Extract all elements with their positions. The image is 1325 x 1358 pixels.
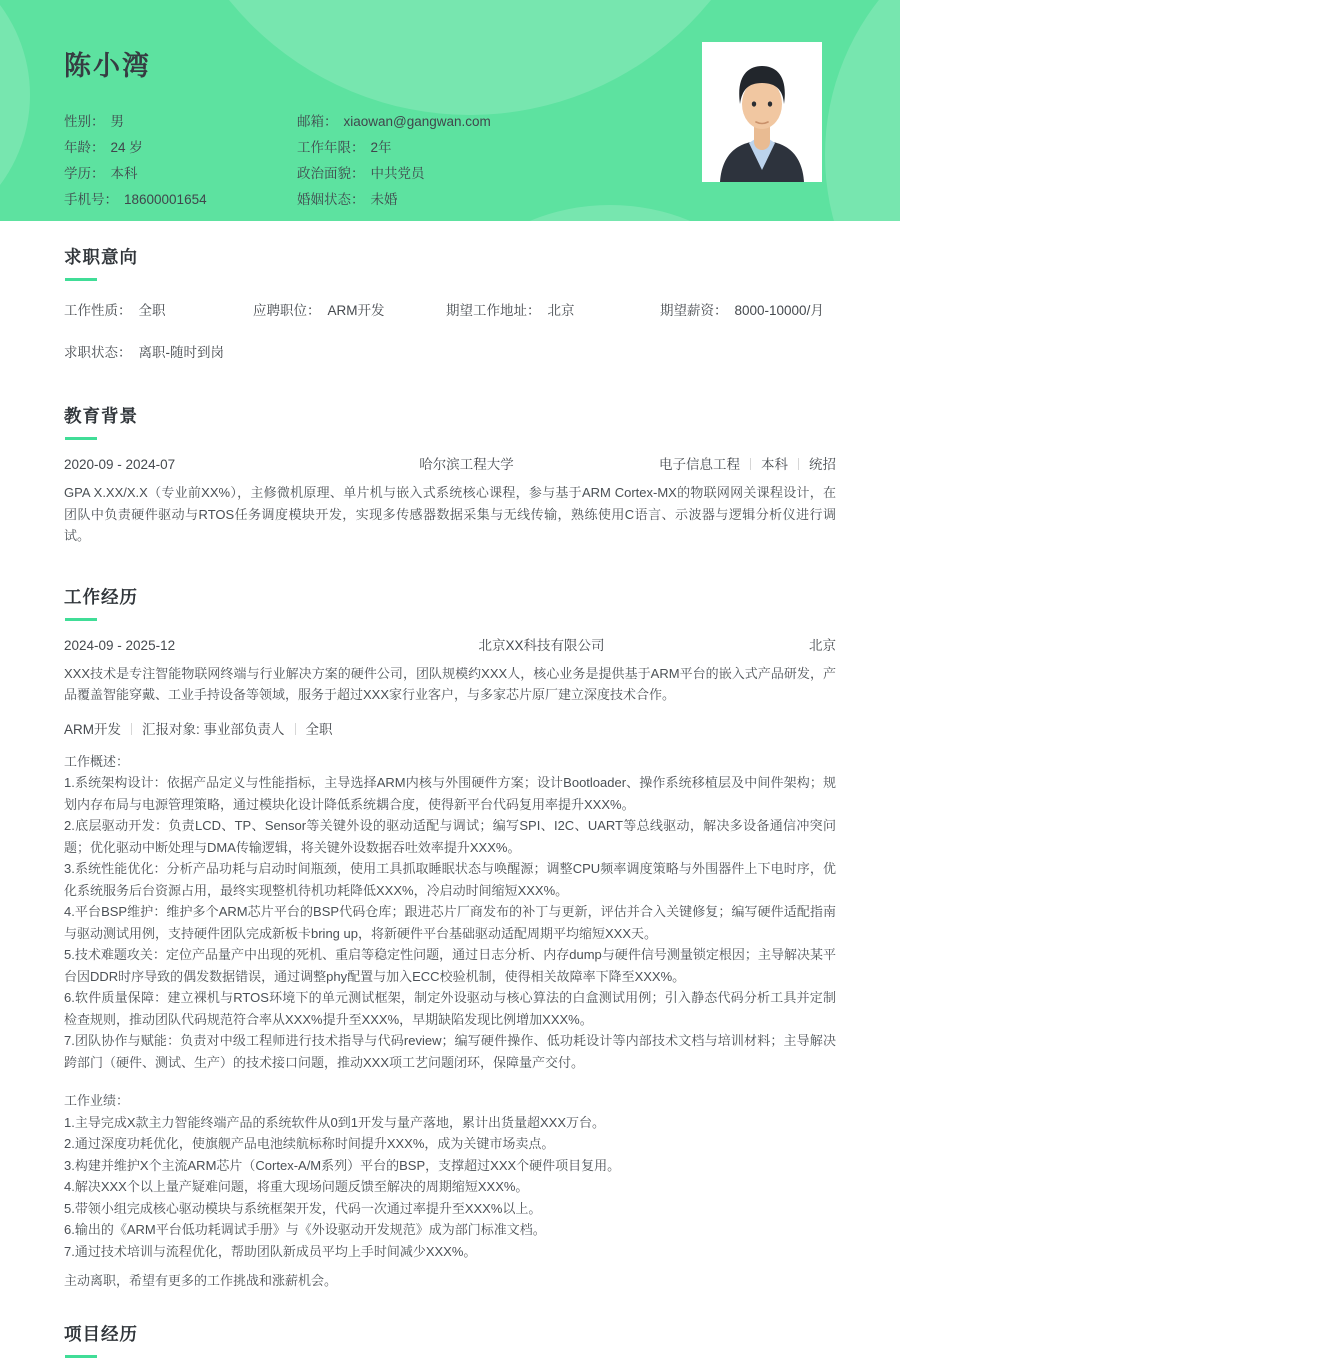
intention-field — [64, 341, 253, 361]
achievement-item: 3.构建并维护X个主流ARM芯片（Cortex-A/M系列）平台的BSP，支撑超过XXX个硬件项目复用。 — [64, 1157, 621, 1173]
section-title: 教育背景 — [64, 406, 138, 426]
overview-item: 6.软件质量保障：建立裸机与RTOS环境下的单元测试框架，制定外设驱动与核心算法的白盒测试用例；引入静态代码分析工具并定制检查规则，推动团队代码规范符合率从XXX%提升至XXX%，早期缺陷发现比例增加XXX%。 — [64, 990, 836, 1027]
field-value: 北京 — [547, 303, 575, 318]
field-value: 全职 — [138, 303, 166, 318]
personal-info-item — [64, 188, 297, 208]
info-value: 中共党员 — [370, 166, 425, 181]
info-label: 学历： — [64, 166, 105, 181]
overview-item: 4.平台BSP维护：维护多个ARM芯片平台的BSP代码仓库；跟进芯片厂商发布的补丁与更新，评估并合入关键修复；编写硬件适配指南与驱动测试用例，支持硬件团队完成新板卡bring up，将新硬件平台基础驱动适配周期平均缩短XXX天。 — [64, 904, 836, 941]
achievement-item: 4.解决XXX个以上量产疑难问题，将重大现场问题反馈至解决的周期缩短XXX%。 — [64, 1179, 529, 1194]
achievement-item: 7.通过技术培训与流程优化，帮助团队新成员平均上手时间减少XXX%。 — [64, 1243, 477, 1259]
achievement-item: 2.通过深度功耗优化，使旗舰产品电池续航标称时间提升XXX%，成为关键市场卖点。 — [64, 1136, 555, 1151]
education-row — [64, 453, 836, 473]
field-value: 8000-10000/月 — [734, 303, 824, 318]
info-value: 24 岁 — [110, 140, 143, 155]
field-value: 离职-随时到岗 — [138, 345, 224, 360]
info-value: 本科 — [110, 166, 138, 181]
title-underline — [65, 437, 97, 440]
divider — [798, 458, 799, 470]
work-meta — [64, 718, 836, 738]
achievement-heading: 工作业绩： — [64, 1093, 130, 1108]
overview-item: 5.技术难题攻关：定位产品量产中出现的死机、重启等稳定性问题，通过日志分析、内存dump与硬件信号测量锁定根因；主导解决某平台因DDR时序导致的偶发数据错误，通过调整phy配置与加入ECC校验机制，使得相关故障率下降至XXX%。 — [64, 947, 836, 984]
work-company: 北京XX科技有限公司 — [478, 637, 605, 653]
intention-field — [253, 299, 446, 319]
title-underline — [65, 1355, 97, 1358]
info-label: 性别： — [64, 114, 105, 129]
info-label: 婚姻状态： — [297, 192, 365, 207]
decor-circle — [0, 0, 30, 245]
education-enrollment: 统招 — [809, 457, 836, 472]
field-label: 求职状态： — [64, 345, 132, 360]
achievement-list — [64, 1112, 836, 1263]
intention-fields — [64, 299, 836, 361]
info-value: 男 — [110, 114, 124, 129]
intention-field — [446, 299, 660, 319]
candidate-name: 陈小湾 — [64, 51, 151, 81]
achievement-item: 1.主导完成X款主力智能终端产品的系统软件从0到1开发与量产落地，累计出货量超XXX万台。 — [64, 1114, 605, 1130]
info-value: 2年 — [370, 140, 392, 155]
work-position: ARM开发 — [64, 721, 121, 737]
personal-info-item — [64, 136, 297, 156]
info-label: 工作年限： — [297, 140, 365, 155]
section-work-experience — [64, 584, 836, 1292]
profile-photo — [702, 42, 822, 182]
work-row — [64, 634, 836, 654]
field-label: 期望工作地址： — [446, 303, 541, 318]
work-period: 2024-09 - 2025-12 — [64, 637, 176, 653]
field-label: 应聘职位： — [253, 303, 321, 318]
section-education — [64, 403, 836, 547]
info-value: xiaowan@gangwan.com — [343, 114, 491, 129]
info-label: 邮箱： — [297, 114, 338, 129]
overview-heading: 工作概述： — [64, 753, 130, 769]
education-description: GPA X.XX/X.X（专业前XX%），主修微机原理、单片机与嵌入式系统核心课程，参与基于ARM Cortex-MX的物联网网关课程设计，在团队中负责硬件驱动与RTOS任务调度模块开发，实现多传感器数据采集与无线传输，熟练使用C语言、示波器与逻辑分析仪进行调试。 — [64, 485, 836, 543]
intention-field — [660, 299, 836, 319]
info-label: 年龄： — [64, 140, 105, 155]
education-period: 2020-09 - 2024-07 — [64, 457, 176, 472]
title-underline — [65, 278, 97, 281]
overview-list — [64, 772, 836, 1073]
divider — [295, 723, 296, 735]
resume-body — [0, 244, 900, 1358]
education-meta — [659, 453, 836, 473]
info-value: 18600001654 — [124, 192, 207, 207]
work-city: 北京 — [809, 637, 836, 653]
education-degree: 本科 — [761, 457, 788, 472]
work-achievement-block — [64, 1090, 836, 1262]
section-title: 求职意向 — [64, 247, 138, 267]
overview-item: 3.系统性能优化：分析产品功耗与启动时间瓶颈，使用工具抓取睡眠状态与唤醒源；调整CPU频率调度策略与外围器件上下电时序，优化系统服务后台资源占用，最终实现整机待机功耗降低XXX%，冷启动时间缩短XXX%。 — [64, 861, 836, 898]
section-title: 项目经历 — [64, 1323, 138, 1344]
work-job-type: 全职 — [305, 721, 333, 737]
work-report-to: 汇报对象: 事业部负责人 — [142, 721, 285, 737]
personal-info-item — [64, 162, 297, 182]
personal-info-item — [64, 110, 297, 130]
divider — [131, 723, 132, 735]
info-label: 手机号： — [64, 192, 118, 207]
title-underline — [65, 618, 97, 621]
personal-info-item — [297, 188, 836, 208]
info-label: 政治面貌： — [297, 166, 365, 181]
section-job-intention — [64, 244, 836, 361]
divider — [750, 458, 751, 470]
field-value: ARM开发 — [327, 303, 385, 318]
work-overview-block — [64, 751, 836, 1074]
field-label: 期望薪资： — [660, 303, 728, 318]
education-major: 电子信息工程 — [659, 457, 740, 472]
achievement-item: 6.输出的《ARM平台低功耗调试手册》与《外设驱动开发规范》成为部门标准文档。 — [64, 1222, 546, 1237]
section-projects — [64, 1321, 836, 1358]
overview-item: 2.底层驱动开发：负责LCD、TP、Sensor等关键外设的驱动适配与调试；编写SPI、I2C、UART等总线驱动，解决多设备通信冲突问题；优化驱动中断处理与DMA传输逻辑，将关键外设数据吞吐效率提升XXX%。 — [64, 818, 836, 855]
leave-reason: 主动离职，希望有更多的工作挑战和涨薪机会。 — [64, 1273, 338, 1288]
info-value: 未婚 — [370, 192, 398, 207]
decor-circle — [825, 0, 1325, 405]
resume-header — [0, 0, 900, 221]
profile-photo-illustration — [702, 42, 822, 182]
overview-item: 7.团队协作与赋能：负责对中级工程师进行技术指导与代码review；编写硬件操作、低功耗设计等内部技术文档与培训材料；主导解决跨部门（硬件、测试、生产）的技术接口问题，推动XXX项工艺问题闭环，保障量产交付。 — [64, 1033, 836, 1070]
education-school: 哈尔滨工程大学 — [419, 457, 514, 472]
overview-item: 1.系统架构设计：依据产品定义与性能指标，主导选择ARM内核与外围硬件方案；设计Bootloader、操作系统移植层及中间件架构；规划内存布局与电源管理策略，通过模块化设计降低系统耦合度，使得新平台代码复用率提升XXX%。 — [64, 775, 836, 812]
field-label: 工作性质： — [64, 303, 132, 318]
section-title: 工作经历 — [64, 586, 138, 607]
intention-field — [64, 299, 253, 319]
achievement-item: 5.带领小组完成核心驱动模块与系统框架开发，代码一次通过率提升至XXX%以上。 — [64, 1200, 542, 1216]
company-intro: XXX技术是专注智能物联网终端与行业解决方案的硬件公司，团队规模约XXX人，核心业务是提供基于ARM平台的嵌入式产品研发，产品覆盖智能穿戴、工业手持设备等领域，服务于超过XXX家行业客户，与多家芯片原厂建立深度技术合作。 — [64, 665, 836, 702]
